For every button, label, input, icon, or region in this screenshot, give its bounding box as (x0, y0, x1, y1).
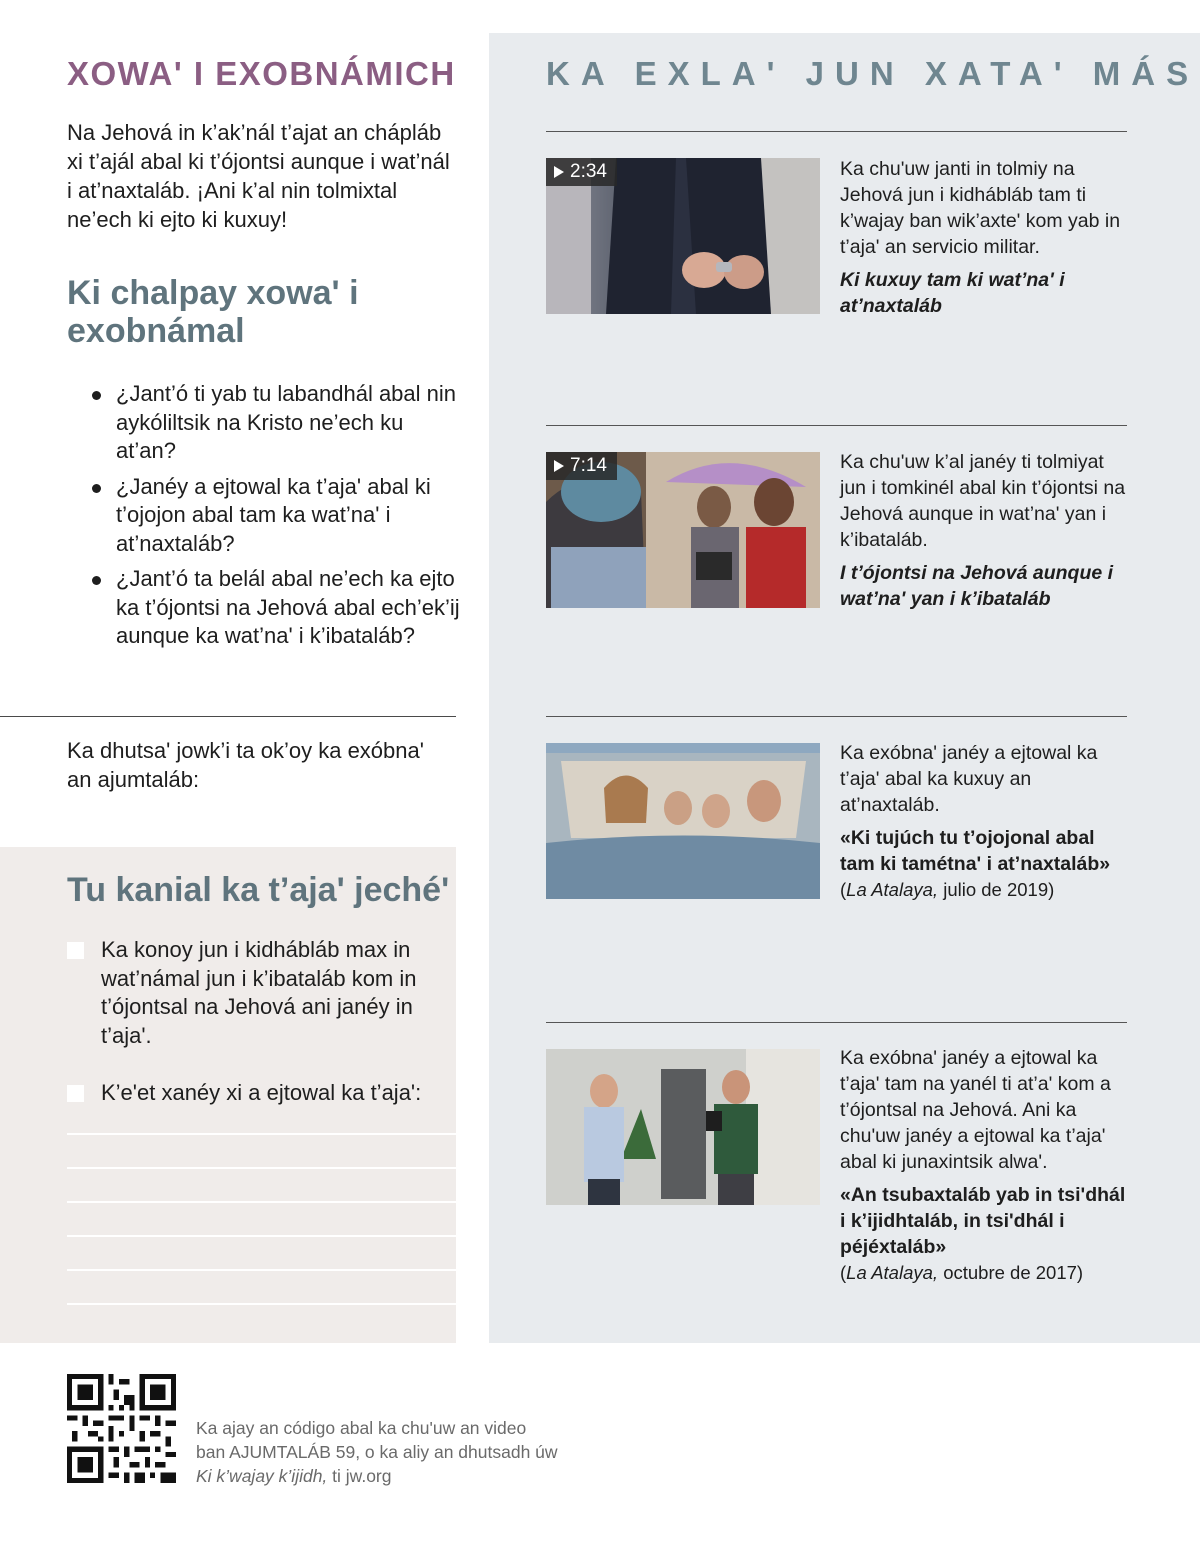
source-date: julio de 2019) (938, 879, 1055, 900)
divider (546, 425, 1127, 426)
bullet-icon (92, 484, 101, 493)
footer-line (196, 1464, 616, 1488)
site-link[interactable]: ti jw.org (327, 1466, 392, 1486)
resource-description: Ka chu'uw janti in tolmiy na Jehová jun i kidhábláb tam ti k’wajay ban wik’axte' kom yab in t’aja' an servicio militar. (840, 158, 1121, 258)
footer-line: Ka ajay an código abal ka chu'uw an video (196, 1418, 527, 1438)
writing-line[interactable] (67, 1201, 456, 1203)
article-image[interactable] (546, 1049, 820, 1205)
goal-text: Ka konoy jun i kidhábláb max in wat’námal jun i k’ibataláb kom in t’ójontsal na Jehová ani janéy in t’aja'. (101, 937, 417, 1048)
resource-link[interactable]: «An tsubaxtaláb yab in tsi'dhál i k’ijidhtaláb, in tsi'dhál i péjéxtaláb» (840, 1184, 1126, 1258)
video-thumbnail[interactable] (546, 158, 820, 314)
resource-entry (840, 740, 1130, 903)
play-icon (554, 166, 564, 178)
resource-description: Ka exóbna' janéy a ejtowal ka t’aja' abal ka kuxuy an at’naxtaláb. (840, 742, 1098, 816)
summary-text: Na Jehová in k’ak’nál t’ajat an chápláb xi t’ajál abal ki t’ójontsi aunque i wat’nál i at’naxtaláb. ¡Ani k’al nin tolmixtal ne’ech ki ejto ki kuxuy! (67, 120, 450, 232)
question-text: ¿Janéy a ejtowal ka t’aja' abal ki t’ojojon abal tam ka wat’na' i at’naxtaláb? (116, 473, 431, 556)
resource-link[interactable]: Ki kuxuy tam ki wat’na' i at’naxtaláb (840, 269, 1065, 317)
left-column (0, 0, 460, 1343)
resource-source: (La Atalaya, octubre de 2017) (840, 1262, 1084, 1283)
more-panel (489, 33, 1200, 1343)
goal-text: K’e'et xanéy xi a ejtowal ka t’aja': (101, 1080, 422, 1105)
divider (0, 716, 456, 717)
writing-line[interactable] (67, 1235, 456, 1237)
source-title: La Atalaya, (846, 1262, 939, 1283)
divider (546, 131, 1127, 132)
divider (546, 716, 1127, 717)
checkbox[interactable] (67, 1085, 84, 1102)
summary-title: XOWA' I EXOBNÁMICH (67, 55, 456, 92)
video-thumbnail[interactable] (546, 452, 820, 608)
writing-line[interactable] (67, 1133, 456, 1135)
review-questions (90, 380, 460, 658)
goal-item (67, 1079, 437, 1108)
divider (546, 1022, 1127, 1023)
review-title: Ki chalpay xowa' i exobnámal (67, 274, 359, 350)
resource-description: Ka exóbna' janéy a ejtowal ka t’aja' tam na yanél ti at’a' kom a t’ójontsal na Jehová. Ani ka chu'uw janéy a ejtowal ka t’aja' abal ki junaxintsik alwa'. (840, 1047, 1111, 1173)
more-title: KA EXLA' JUN XATA' MÁS (546, 55, 1200, 92)
argument-at-home-image (546, 1049, 820, 1205)
duration-text: 7:14 (570, 455, 607, 476)
resource-link[interactable]: «Ki tujúch tu t’ojojonal abal tam ki tamétna' i at’naxtaláb» (840, 827, 1111, 875)
resource-description: Ka chu'uw k’al janéy ti tolmiyat jun i tomkinél abal kin t’ójontsi na Jehová aunque in wat’na' yan i k’ibataláb. (840, 451, 1126, 551)
video-duration-badge (546, 158, 617, 186)
goal-item (67, 936, 437, 1050)
writing-line[interactable] (67, 1269, 456, 1271)
checkbox[interactable] (67, 942, 84, 959)
source-title: La Atalaya, (846, 879, 939, 900)
resource-entry (840, 1045, 1130, 1286)
video-duration-badge (546, 452, 617, 480)
play-icon (554, 460, 564, 472)
source-date: octubre de 2017) (938, 1262, 1084, 1283)
question-text: ¿Jant’ó ta belál abal ne’ech ka ejto ka t’ójontsi na Jehová abal ech’ek’ij aunque ka wat’na' i k’ibataláb? (116, 566, 460, 648)
duration-text: 2:34 (570, 161, 607, 182)
list-item (90, 473, 460, 559)
footer-line: ban AJUMTALÁB 59, o ka aliy an dhutsadh úw (196, 1442, 558, 1462)
bullet-icon (92, 391, 101, 400)
family-in-car-image (546, 743, 820, 899)
question-text: ¿Jant’ó ti yab tu labandhál abal nin aykóliltsik na Kristo ne’ech ku at’an? (116, 381, 457, 463)
list-item (90, 380, 460, 466)
article-image[interactable] (546, 743, 820, 899)
book-title: Ki k’wajay k’ijidh, (196, 1466, 328, 1486)
note-prompt: Ka dhutsa' jowk’i ta ok’oy ka exóbna' an ajumtaláb: (67, 738, 424, 792)
writing-line[interactable] (67, 1167, 456, 1169)
list-item (90, 565, 460, 651)
resource-entry (840, 156, 1130, 319)
goals-title: Tu kanial ka t’aja' jeché' (67, 871, 450, 909)
resource-link[interactable]: I t’ójontsi na Jehová aunque i wat’na' yan i k’ibataláb (840, 562, 1114, 610)
bullet-icon (92, 576, 101, 585)
qr-code-icon[interactable] (67, 1374, 176, 1483)
writing-line[interactable] (67, 1303, 456, 1305)
resource-source: (La Atalaya, julio de 2019) (840, 879, 1055, 900)
resource-entry (840, 449, 1130, 612)
footer-note (196, 1416, 616, 1488)
